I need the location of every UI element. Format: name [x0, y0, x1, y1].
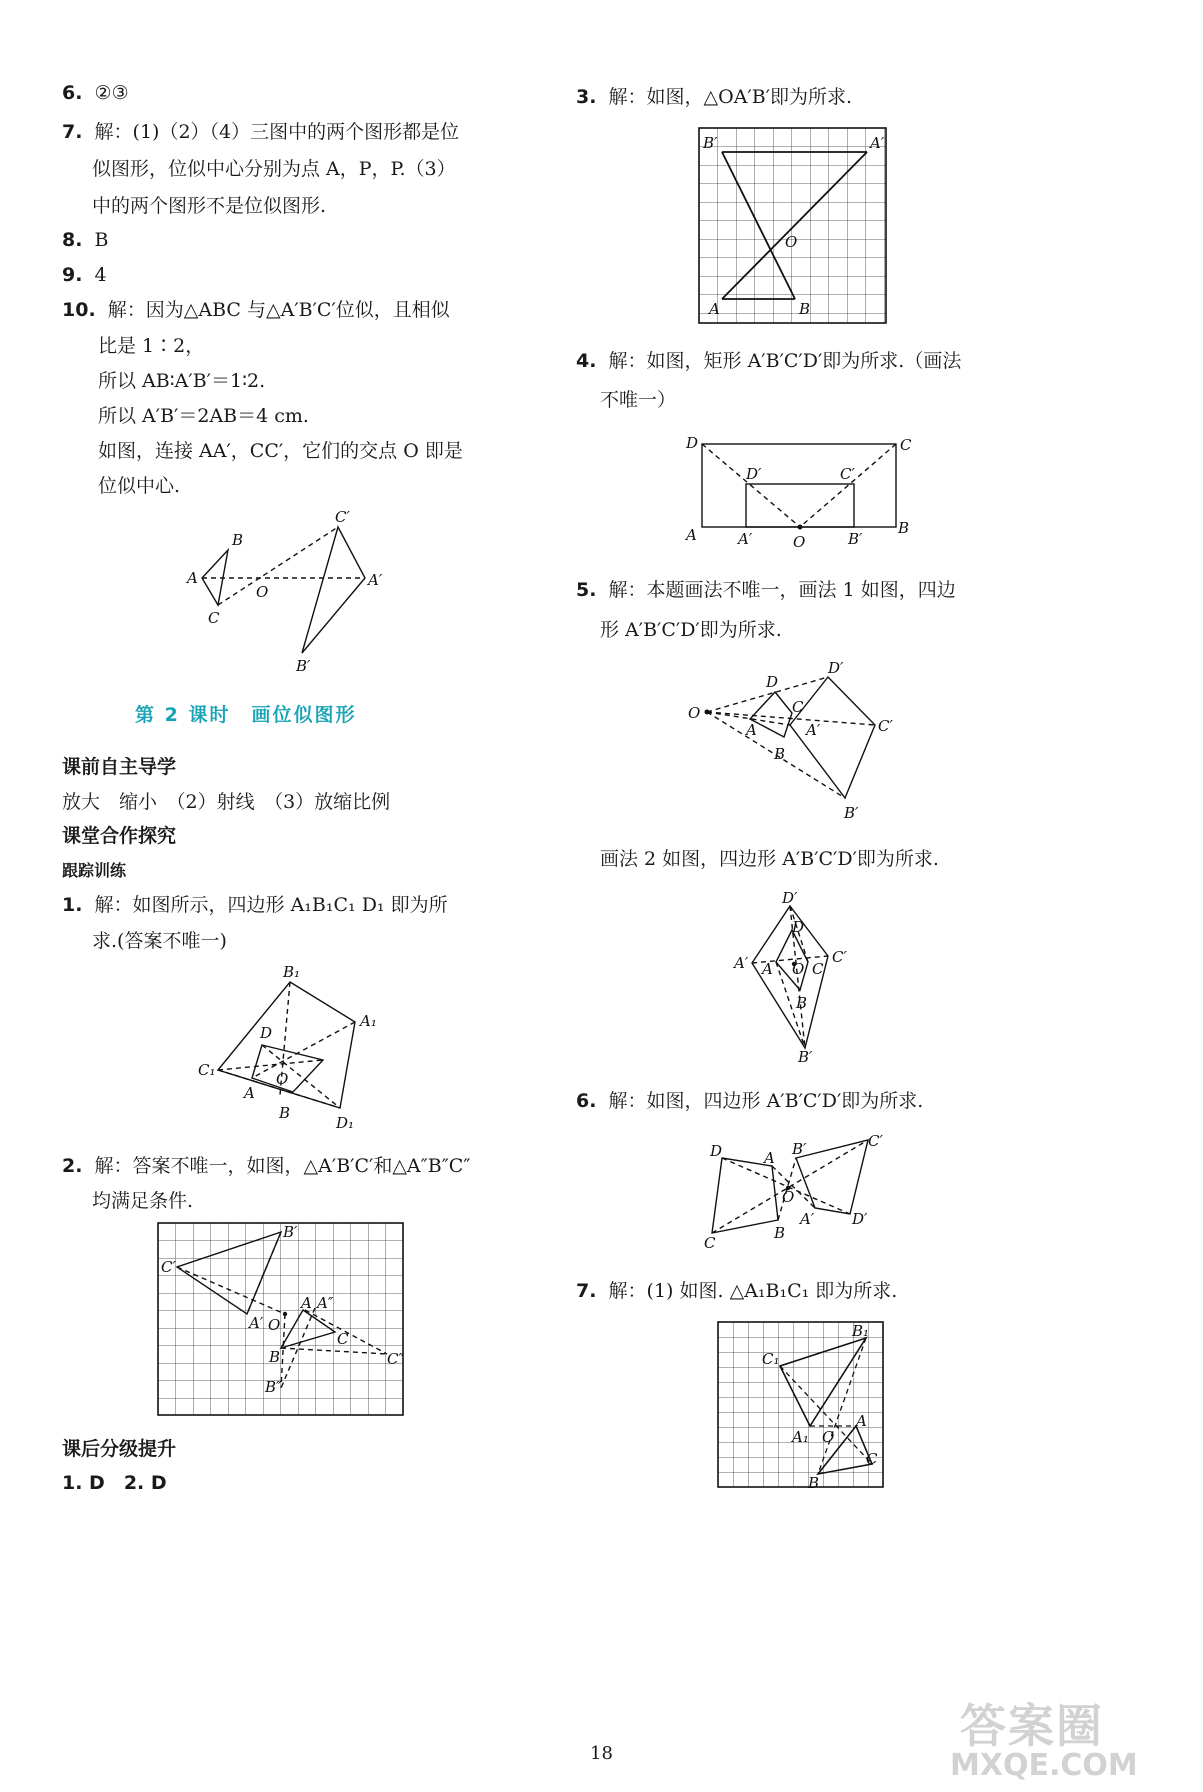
label-C-prime: C′	[335, 508, 350, 526]
r-q5-line2: 形 A′B′C′D′即为所求.	[600, 619, 782, 641]
label-B: B	[774, 745, 786, 763]
label-D1: D₁	[336, 1114, 355, 1132]
label-B: B	[808, 1474, 820, 1492]
label-A: A	[187, 569, 198, 587]
label-C: C	[704, 1234, 716, 1252]
q9-text: 4	[94, 264, 107, 286]
q7-line1	[62, 119, 459, 145]
label-B-prime: B′	[296, 657, 311, 675]
r-q6-text: 解：如图，四边形 A′B′C′D′即为所求.	[608, 1090, 924, 1112]
q10-line3: 所以 AB∶A′B′＝1∶2.	[98, 370, 266, 392]
label-B-prime: B′	[848, 530, 863, 548]
label-C: C	[812, 960, 824, 978]
r-q4-line2: 不唯一）	[600, 389, 677, 411]
label-A: A	[764, 1149, 775, 1167]
q-num: 7.	[576, 1280, 597, 1302]
label-D-prime: D′	[746, 465, 762, 483]
label-C-prime: C′	[832, 948, 847, 966]
r-q5-text: 解：本题画法不唯一，画法 1 如图，四边	[608, 579, 956, 601]
figure-r7	[714, 1318, 889, 1493]
label-O: O	[268, 1316, 281, 1334]
label-C: C	[337, 1330, 349, 1348]
label-A-prime: A′	[806, 721, 821, 739]
label-A1: A₁	[792, 1428, 809, 1446]
label-B1: B₁	[852, 1322, 870, 1340]
label-B: B	[799, 300, 811, 318]
label-O: O	[276, 1070, 289, 1088]
q-num: 6.	[576, 1090, 597, 1112]
after-class-answer: 1. D 2. D	[62, 1472, 167, 1494]
label-O: O	[688, 704, 701, 722]
q7-line3: 中的两个图形不是位似图形.	[92, 195, 327, 217]
q-num: 4.	[576, 350, 597, 372]
figure-r6	[700, 1128, 900, 1258]
label-C: C	[866, 1450, 878, 1468]
q7-line2: 似图形，位似中心分别为点 A，P，P.（3）	[92, 158, 456, 180]
q-num: 5.	[576, 579, 597, 601]
label-B: B	[796, 994, 808, 1012]
q10-line4: 所以 A′B′＝2AB＝4 cm.	[98, 405, 309, 427]
label-B-prime: B′	[844, 804, 859, 822]
label-A: A	[746, 721, 757, 739]
watermark-logo: 答案圈	[960, 1699, 1104, 1753]
watermark-url: MXQE.COM	[950, 1748, 1138, 1783]
label-C-prime: C′	[840, 465, 855, 483]
r-q7-text: 解：(1) 如图. △A₁B₁C₁ 即为所求.	[608, 1280, 898, 1302]
q-num: 10.	[62, 299, 96, 321]
label-B: B	[232, 531, 244, 549]
label-B: B	[279, 1104, 291, 1122]
label-D: D	[766, 673, 779, 691]
q8-text: B	[94, 229, 109, 251]
label-C: C	[900, 436, 912, 454]
q7-text: 解：(1)（2）（4）三图中的两个图形都是位	[94, 121, 460, 143]
after-class-heading: 课后分级提升	[62, 1438, 177, 1460]
page-number: 18	[590, 1743, 613, 1764]
figure-r5-method1	[680, 655, 910, 830]
q-num: 2.	[62, 1155, 83, 1177]
label-B-prime: B′	[798, 1048, 813, 1065]
label-A-prime: A′	[249, 1314, 264, 1332]
q-num: 3.	[576, 86, 597, 108]
label-A: A	[301, 1294, 312, 1312]
label-C-prime: C′	[868, 1132, 883, 1150]
label-A-prime: A′	[368, 571, 383, 589]
label-B-prime: B′	[283, 1223, 298, 1241]
label-B1: B₁	[283, 963, 301, 981]
label-A: A	[686, 526, 697, 544]
q6-text: ②③	[94, 82, 129, 104]
label-D: D	[792, 918, 805, 936]
pre-study-heading: 课前自主导学	[62, 756, 177, 778]
label-A-prime: A′	[870, 134, 885, 152]
label-B-prime: B′	[703, 134, 718, 152]
q-num: 9.	[62, 264, 83, 286]
label-D: D	[710, 1142, 723, 1160]
r-q7	[576, 1278, 897, 1304]
label-B-double: B″	[265, 1378, 282, 1396]
q6-answer	[62, 80, 129, 106]
q10-line6: 位似中心.	[98, 475, 181, 497]
figure-t2	[155, 1220, 410, 1425]
tracking-practice-heading: 跟踪训练	[62, 861, 127, 880]
label-B: B	[898, 519, 910, 537]
label-D: D	[686, 434, 699, 452]
label-D-prime: D′	[852, 1210, 868, 1228]
label-O: O	[785, 233, 798, 251]
q10-line1	[62, 297, 450, 323]
t2-line2: 均满足条件.	[92, 1190, 194, 1212]
q-num: 1.	[62, 894, 83, 916]
figure-r3	[695, 124, 895, 329]
label-B-prime: B′	[792, 1140, 807, 1158]
label-C-prime: C′	[878, 717, 893, 735]
r-q4-line1	[576, 348, 961, 374]
pre-study-answer: 放大 缩小 （2）射线 （3）放缩比例	[62, 791, 391, 813]
r-q3	[576, 84, 852, 110]
t1-line1	[62, 892, 448, 918]
label-O: O	[782, 1188, 795, 1206]
figure-r5-method2	[730, 890, 870, 1065]
label-O: O	[792, 960, 805, 978]
q10-text: 解：因为△ABC 与△A′B′C′位似，且相似	[107, 299, 450, 321]
label-A1: A₁	[360, 1012, 377, 1030]
label-C1: C₁	[198, 1061, 216, 1079]
q8-answer	[62, 227, 109, 253]
label-D: D	[260, 1024, 273, 1042]
label-C1: C₁	[762, 1350, 780, 1368]
q-num: 8.	[62, 229, 83, 251]
label-D-prime: D′	[828, 659, 844, 677]
label-C: C	[208, 609, 220, 627]
label-C: C	[792, 698, 804, 716]
label-O: O	[822, 1428, 835, 1446]
figure-t1	[190, 960, 380, 1140]
label-A-double: A″	[317, 1294, 334, 1312]
label-A: A	[244, 1084, 255, 1102]
r-q3-text: 解：如图，△OA′B′即为所求.	[608, 86, 853, 108]
t1-line2: 求.(答案不唯一)	[92, 930, 227, 952]
section-title: 第 2 课时 画位似图形	[135, 704, 357, 726]
q-num: 7.	[62, 121, 83, 143]
label-C-prime: C′	[161, 1258, 176, 1276]
t2-line1	[62, 1153, 470, 1179]
r-q5-line1	[576, 577, 956, 603]
figure-q10	[180, 505, 410, 675]
r-q6	[576, 1088, 923, 1114]
label-A: A	[762, 960, 773, 978]
r-q5-method2: 画法 2 如图，四边形 A′B′C′D′即为所求.	[600, 848, 939, 870]
q10-line2: 比是 1∶2，	[98, 335, 205, 357]
label-O: O	[793, 533, 806, 551]
label-D-prime: D′	[782, 890, 798, 907]
label-A-prime: A′	[800, 1210, 815, 1228]
label-O: O	[256, 583, 269, 601]
label-A-prime: A′	[738, 530, 753, 548]
label-A: A	[709, 300, 720, 318]
label-C-double: C″	[387, 1350, 405, 1368]
label-A: A	[856, 1412, 867, 1430]
label-B: B	[269, 1348, 281, 1366]
label-B: B	[774, 1224, 786, 1242]
class-explore-heading: 课堂合作探究	[62, 825, 177, 847]
q9-answer	[62, 262, 107, 288]
figure-r4	[680, 430, 920, 555]
t1-text: 解：如图所示，四边形 A₁B₁C₁ D₁ 即为所	[94, 894, 448, 916]
r-q4-text: 解：如图，矩形 A′B′C′D′即为所求.（画法	[608, 350, 962, 372]
q-num: 6.	[62, 82, 83, 104]
t2-text: 解：答案不唯一，如图，△A′B′C′和△A″B″C″	[94, 1155, 471, 1177]
q10-line5: 如图，连接 AA′，CC′，它们的交点 O 即是	[98, 440, 463, 462]
label-A-prime: A′	[734, 954, 749, 972]
